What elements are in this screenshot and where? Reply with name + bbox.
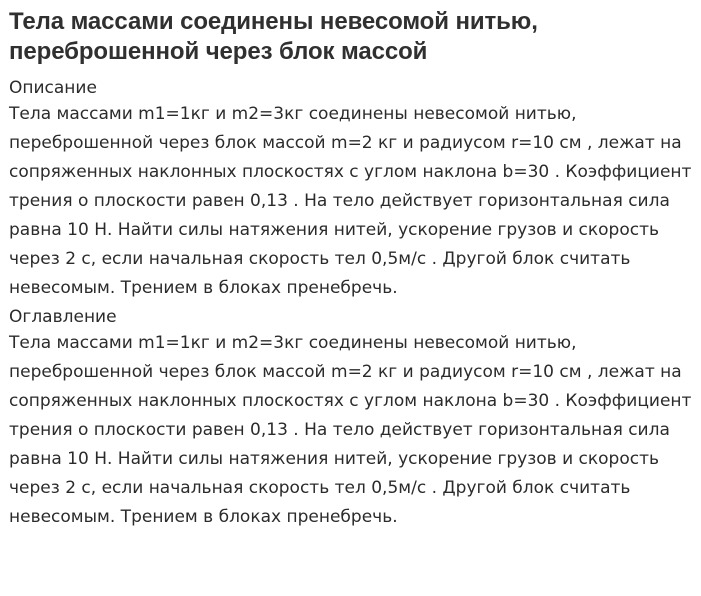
page-title: Тела массами соединены невесомой нитью, переброшенной через блок массой bbox=[9, 8, 538, 65]
contents-text: Тела массами m1=1кг и m2=3кг соединены невесомой нитью, переброшенной через блок массой m=2 кг и радиусом r=10 см , лежат на сопряженных наклонных плоскостях с углом наклона b=30 . Коэффициент трения о плоскости равен 0,13 . На тело действует горизонтальная сила равна 10 Н. Найти силы натяжения нитей, ускорение грузов и скорость через 2 с, если начальная скорость тел 0,5м/с . Другой блок считать невесомым. Трением в блоках пренебречь. bbox=[9, 333, 692, 527]
description-heading: Описание bbox=[9, 78, 97, 98]
description-text: Тела массами m1=1кг и m2=3кг соединены невесомой нитью, переброшенной через блок массой m=2 кг и радиусом r=10 см , лежат на сопряженных наклонных плоскостях с углом наклона b=30 . Коэффициент трения о плоскости равен 0,13 . На тело действует горизонтальная сила равна 10 Н. Найти силы натяжения нитей, ускорение грузов и скорость через 2 с, если начальная скорость тел 0,5м/с . Другой блок считать невесомым. Трением в блоках пренебречь. bbox=[9, 104, 692, 298]
contents-heading: Оглавление bbox=[9, 307, 117, 327]
